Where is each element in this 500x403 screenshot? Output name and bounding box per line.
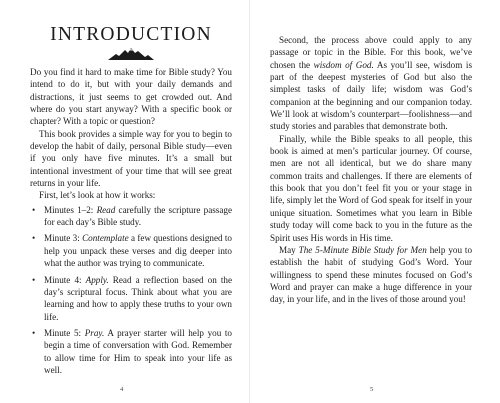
page-number: 5: [370, 386, 374, 393]
intro-paragraph-1: Do you find it hard to make time for Bible study? You intend to do it, but with your daily demands and distractions, it just seems to get crowded out. And where do you start anyway? With a specific book or chapter? With a topic or question?: [30, 67, 232, 127]
body-paragraph-2: Finally, while the Bible speaks to all people, this book is aimed at men’s particular journey. Of course, men are not all identical, but we do share many common traits and challenges. If there are elements of this book that you don’t feel fit you or your stage in life, simply let the Word of God speak for itself in your unique situation. Sometimes what you learn in Bible study today will come back to you in the future as the Spirit uses His words in His time.: [270, 133, 472, 243]
bullet-icon: •: [32, 233, 36, 244]
mountain-ornament-icon: [108, 48, 154, 60]
bullet-icon: •: [32, 274, 36, 285]
step-item: • Minute 4: Apply. Read a reflection based on the day’s scriptural focus. Think about what you are learning and how to apply these truths to your own life.: [32, 274, 233, 322]
page-number: 4: [120, 386, 124, 393]
gutter-divider: [249, 0, 250, 403]
step-item: • Minute 3: Contemplate a few questions designed to help you unpack these verses and dig deeper into what the author was trying to communicate.: [32, 233, 232, 269]
step-item: • Minutes 1–2: Read carefully the scripture passage for each day’s Bible study.: [32, 204, 233, 228]
intro-paragraph-2: This book provides a simple way for you to begin to develop the habit of daily, personal Bible study—even if you only have five minutes. It’s a small but intentional investment of your time that will see great returns in your life.: [30, 128, 232, 189]
bullet-icon: •: [32, 327, 36, 338]
intro-paragraph-3: First, let’s look at how it works:: [39, 190, 156, 201]
right-page: [250, 0, 500, 403]
bullet-icon: •: [32, 204, 36, 215]
body-paragraph-1: Second, the process above could apply to any passage or topic in the Bible. For this book, we’ve chosen the wisdom of God. As you’ll see, wisdom is part of the deepest mysteries of God but also the simplest tasks of daily life; wisdom was God’s companion at the beginning and our companion today. We’ll look at wisdom’s counterpart—foolishness—and study stories and parables that demonstrate both.: [270, 35, 473, 132]
page-title: INTRODUCTION: [50, 24, 212, 45]
step-item: • Minute 5: Pray. A prayer starter will help you to begin a time of conversation with God. Remember to allow time for Him to speak into your life as well.: [32, 327, 232, 375]
steps-list: [30, 204, 232, 376]
body-paragraph-3: May The 5-Minute Bible Study for Men help you to establish the habit of studying God’s Word. Your willingness to spend these minutes focused on God’s Word and prayer can make a huge difference in your day, in your life, and in the lives of those around you!: [270, 244, 473, 305]
